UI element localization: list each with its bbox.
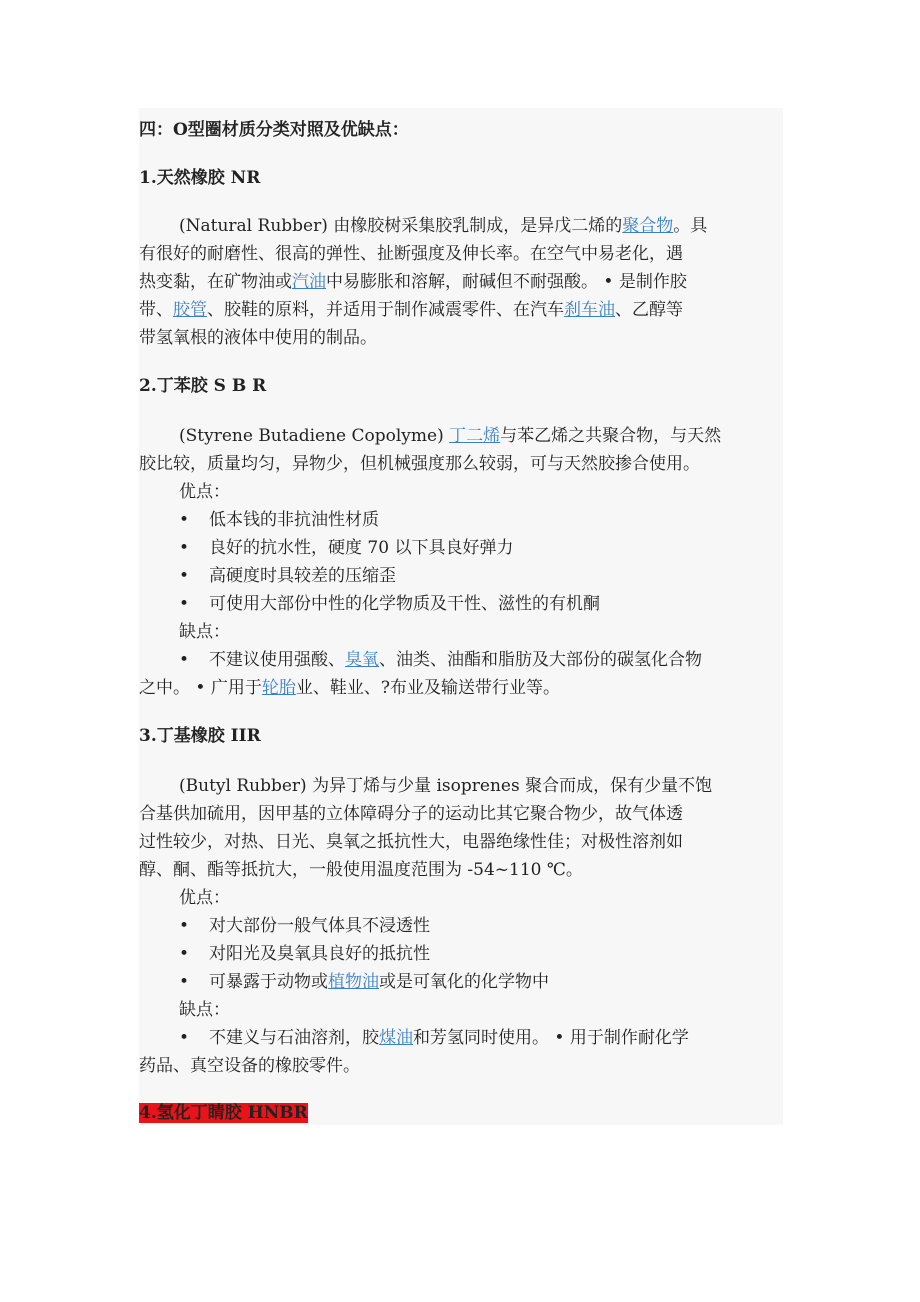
link-polymer[interactable]: 聚合物 bbox=[622, 216, 674, 236]
link-vegetable-oil[interactable]: 植物油 bbox=[328, 972, 379, 992]
iir-pro-item: • 对大部份一般气体具不浸透性 bbox=[179, 916, 430, 936]
sbr-line-2: 胶比较，质量均匀，异物少，但机械强度那么较弱，可与天然胶掺合使用。 bbox=[139, 454, 700, 474]
nr-title: 1.天然橡胶 NR bbox=[139, 168, 261, 188]
iir-title: 3.丁基橡胶 IIR bbox=[139, 726, 261, 746]
iir-line-1: (Butyl Rubber) 为异丁烯与少量 isoprenes 聚合而成，保有少量不饱 bbox=[179, 776, 713, 796]
link-butadiene[interactable]: 丁二烯 bbox=[449, 426, 501, 446]
sbr-pro-item: • 可使用大部份中性的化学物质及干性、滋性的有机酮 bbox=[179, 594, 600, 614]
section-heading: 四：O型圈材质分类对照及优缺点： bbox=[139, 120, 409, 140]
iir-con-line-2: 药品、真空设备的橡胶零件。 bbox=[139, 1056, 360, 1076]
iir-line-3: 过性较少，对热、日光、臭氧之抵抗性大，电器绝缘性佳；对极性溶剂如 bbox=[139, 832, 683, 852]
sbr-con-line-2: 之中。 • 广用于轮胎业、鞋业、?布业及输送带行业等。 bbox=[139, 678, 560, 698]
iir-pros-label: 优点： bbox=[179, 888, 230, 908]
sbr-pro-item: • 高硬度时具较差的压缩歪 bbox=[179, 566, 396, 586]
document-page bbox=[139, 108, 783, 1125]
highlight: 4.氢化丁睛胶 HNBR bbox=[139, 1103, 308, 1123]
sbr-line-1: (Styrene Butadiene Copolyme) 丁二烯与苯乙烯之共聚合物，与天然 bbox=[179, 426, 722, 446]
sbr-pros-label: 优点： bbox=[179, 482, 230, 502]
iir-con-item: • 不建义与石油溶剂，胶煤油和芳氢同时使用。 • 用于制作耐化学 bbox=[179, 1028, 689, 1048]
nr-line-4: 带、胶管、胶鞋的原料，并适用于制作减震零件、在汽车刹车油、乙醇等 bbox=[139, 300, 683, 320]
link-brake-fluid[interactable]: 刹车油 bbox=[564, 300, 615, 320]
iir-line-2: 合基供加硫用，因甲基的立体障碍分子的运动比其它聚合物少，故气体透 bbox=[139, 804, 683, 824]
sbr-title: 2.丁苯胶 S B R bbox=[139, 376, 267, 396]
link-tire[interactable]: 轮胎 bbox=[261, 678, 296, 698]
nr-line-2: 有很好的耐磨性、很高的弹性、扯断强度及伸长率。在空气中易老化，遇 bbox=[139, 244, 683, 264]
nr-line-1: (Natural Rubber) 由橡胶树采集胶乳制成，是异戊二烯的聚合物。具 bbox=[179, 216, 708, 236]
sbr-con-item: • 不建议使用强酸、臭氧、油类、油酯和脂肪及大部份的碳氢化合物 bbox=[179, 650, 702, 670]
sbr-cons-label: 缺点： bbox=[179, 622, 230, 642]
nr-line-3: 热变黏，在矿物油或汽油中易膨胀和溶解，耐碱但不耐强酸。 • 是制作胶 bbox=[139, 272, 687, 292]
sbr-pro-item: • 低本钱的非抗油性材质 bbox=[179, 510, 379, 530]
hnbr-title bbox=[139, 1101, 308, 1125]
iir-pro-item: • 可暴露于动物或植物油或是可氧化的化学物中 bbox=[179, 972, 549, 992]
iir-pro-item: • 对阳光及臭氧具良好的抵抗性 bbox=[179, 944, 430, 964]
link-gasoline[interactable]: 汽油 bbox=[292, 272, 326, 292]
iir-line-4: 醇、酮、酯等抵抗大，一般使用温度范围为 -54~110 ℃。 bbox=[139, 860, 583, 880]
sbr-pro-item: • 良好的抗水性，硬度 70 以下具良好弹力 bbox=[179, 538, 514, 558]
nr-line-5: 带氢氧根的液体中使用的制品。 bbox=[139, 328, 377, 348]
iir-cons-label: 缺点： bbox=[179, 1000, 230, 1020]
link-kerosene[interactable]: 煤油 bbox=[379, 1028, 413, 1048]
link-ozone[interactable]: 臭氧 bbox=[345, 650, 379, 670]
link-hose[interactable]: 胶管 bbox=[173, 300, 207, 320]
